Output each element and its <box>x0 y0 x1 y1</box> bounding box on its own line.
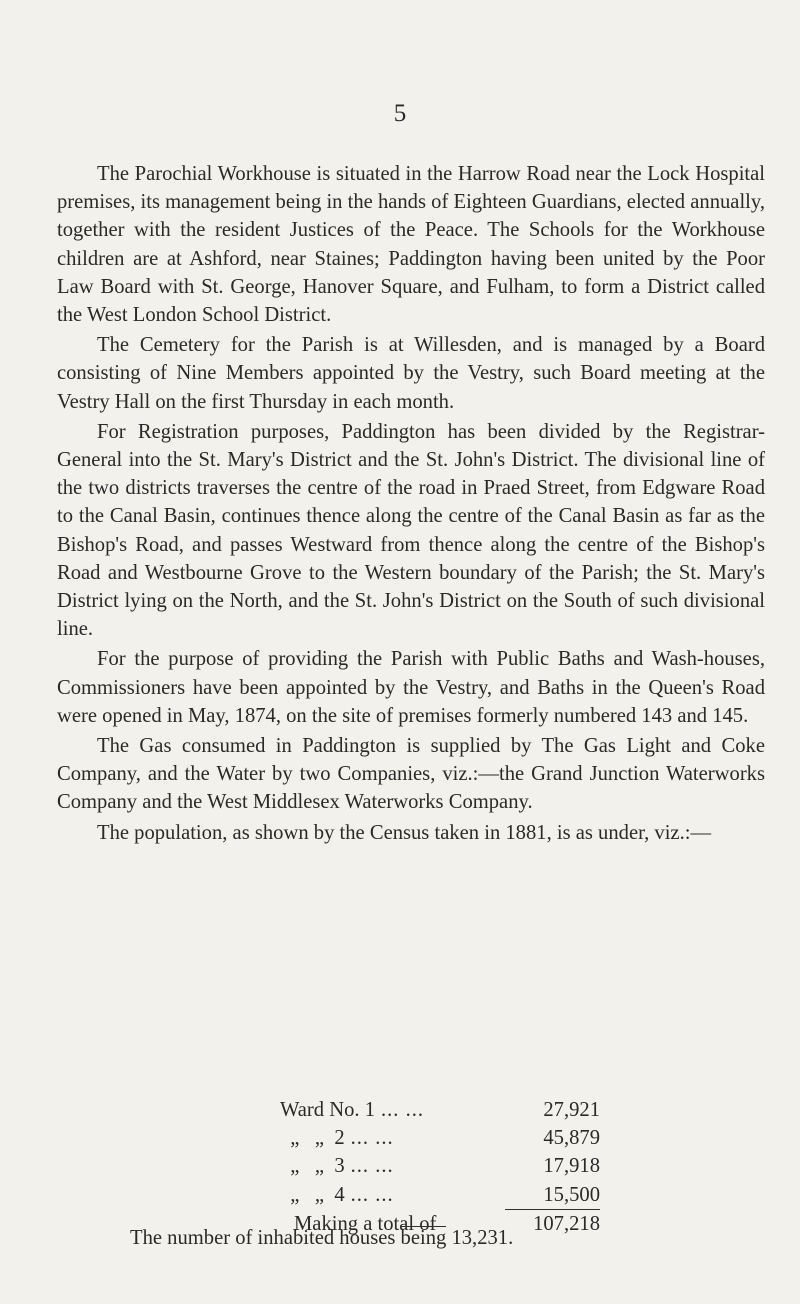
page-number: 5 <box>393 100 407 127</box>
leader-dots: ... ... <box>350 1127 394 1150</box>
leader-dots: ... ... <box>350 1155 394 1178</box>
ward-population: 17,918 <box>543 1155 600 1178</box>
paragraph-cemetery: The Cemetery for the Parish is at Willesden, and is managed by a Board consisting of Nine Members appointed by the Vestry, such Board meeting at the Vestry Hall on the first Thursday in each month. <box>57 334 765 413</box>
houses-count: 13,231. <box>451 1227 514 1249</box>
census-row-ward-4 <box>280 1181 600 1209</box>
census-row-ward-2 <box>280 1124 600 1152</box>
ward-label: „ „ 2 <box>280 1127 345 1150</box>
paragraph-registration: For Registration purposes, Paddington has been divided by the Registrar-General into the St. Mary's District and the St. John's District. The divisional line of the two districts traverses the centre of the road in Praed Street, from Edgware Road to the Canal Basin, continues thence along the centre of the Canal Basin as far as the Bishop's Road, and passes Westward from thence along the centre of the Bishop's Road and Westbourne Grove to the Western boundary of the Parish; the St. Mary's District lying on the North, and the St. John's District on the South of such divisional line. <box>57 420 765 641</box>
ward-label: „ „ 3 <box>280 1155 345 1178</box>
census-row-ward-1 <box>280 1096 600 1124</box>
houses-prefix: The number of inhabited houses <box>130 1227 396 1249</box>
inhabited-houses-line <box>130 1224 730 1252</box>
census-table <box>280 1096 600 1237</box>
paragraph-baths: For the purpose of providing the Parish with Public Baths and Wash-houses, Commissioners have been appointed by the Vestry, and Baths in the Queen's Road were opened in May, 1874, on the site of premises formerly numbered 143 and 145. <box>57 648 765 727</box>
paragraph-workhouse: The Parochial Workhouse is situated in the Harrow Road near the Lock Hospital premises, its management being in the hands of Eighteen Guardians, elected annually, together with the resident Justices of the Peace. The Schools for the Workhouse children are at Ashford, near Staines; Paddington having been united by the Poor Law Board with St. George, Hanover Square, and Fulham, to form a District called the West London School District. <box>57 163 765 327</box>
ward-label: Ward No. 1 <box>280 1099 375 1121</box>
ward-label: „ „ 4 <box>280 1183 345 1206</box>
houses-being: being <box>400 1227 447 1249</box>
total-label: Making a total of <box>294 1212 437 1235</box>
census-row-ward-3 <box>280 1152 600 1180</box>
leader-dots: ... ... <box>350 1183 394 1206</box>
ward-population: 15,500 <box>543 1183 600 1206</box>
total-population: 107,218 <box>505 1209 600 1238</box>
ward-population: 27,921 <box>543 1099 600 1121</box>
leader-dots: ... ... <box>381 1099 425 1121</box>
paragraph-population: The population, as shown by the Census taken in 1881, is as under, viz.:— <box>97 821 712 844</box>
paragraph-gas-water: The Gas consumed in Paddington is supplied by The Gas Light and Coke Company, and the Water by two Companies, viz.:—the Grand Junction Waterworks Company and the West Middlesex Waterworks Company. <box>57 735 765 814</box>
ward-population: 45,879 <box>543 1127 600 1150</box>
body-text <box>57 160 765 849</box>
